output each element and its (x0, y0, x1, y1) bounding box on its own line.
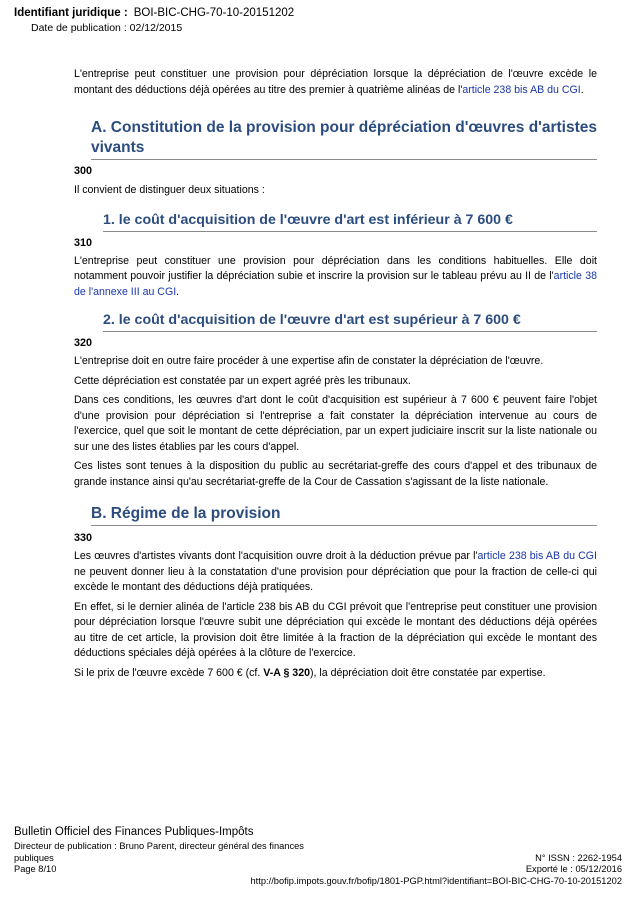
subsection-1-heading: 1. le coût d'acquisition de l'œuvre d'art est inférieur à 7 600 € (103, 211, 597, 232)
p330-para1-end: ne peuvent donner lieu à la constatation d'une provision pour dépréciation que pour la fraction de celle-ci qui excède le montant des déductions déjà pratiquées. (74, 565, 597, 593)
document-body (74, 67, 597, 681)
paragraph-330-para2: En effet, si le dernier alinéa de l'article 238 bis AB du CGI prévoit que l'entreprise peut constituer une provision pour dépréciation lorsque l'œuvre subit une dépréciation qui excède le montant des déductions déjà opérées au titre de cet article, la provision doit être limitée à la fraction de la dépréciation qui excède le montant des déductions spéciales déjà opérées à la clôture de l'exercice. (74, 600, 597, 659)
intro-end: . (580, 83, 584, 96)
footer-row-page (14, 864, 622, 876)
paragraph-320-para4: Ces listes sont tenues à la disposition du public au secrétariat-greffe des cours d'appel et des tribunaux de grande instance ainsi qu'au secrétariat-greffe de la Cour de Cassation s'agissant de la liste nationale. (74, 460, 597, 488)
paragraph-number-310: 310 (74, 236, 93, 249)
p330-para3-end: ), la dépréciation doit être constatée par expertise. (310, 666, 546, 679)
article-238-bis-link[interactable]: article 238 bis AB du CGI (462, 83, 581, 96)
article-38-annexe-iii-link[interactable]: article 38 de l'annexe III au CGI (74, 270, 597, 298)
paragraph-310-text (74, 254, 597, 301)
cross-reference: V-A § 320 (263, 666, 310, 679)
intro-paragraph (74, 67, 597, 98)
publication-date: Date de publication : 02/12/2015 (31, 22, 183, 34)
section-a-heading: A. Constitution de la provision pour dépréciation d'œuvres d'artistes vivants (91, 118, 597, 160)
article-238-bis-ab-link[interactable]: article 238 bis AB du CGI (477, 550, 597, 562)
p310-end: . (176, 285, 180, 298)
p310-text: L'entreprise peut constituer une provision pour dépréciation dans les conditions habituelles. Elle doit notamment pouvoir justifier la dépréciation subie et inscrire la provision sur le tableau prévu au II de l' (74, 254, 597, 282)
footer-row-url (14, 876, 622, 888)
footer-title: Bulletin Officiel des Finances Publiques-Impôts (14, 826, 254, 838)
identifier-label: Identifiant juridique : (14, 7, 128, 19)
paragraph-300-text: Il convient de distinguer deux situations : (74, 184, 265, 196)
paragraph-number-320: 320 (74, 337, 93, 349)
p330-para1-start: Les œuvres d'artistes vivants dont l'acquisition ouvre droit à la déduction prévue par l' (74, 550, 478, 562)
paragraph-number-300: 300 (74, 165, 93, 177)
paragraph-320-para3: Dans ces conditions, les œuvres d'art dont le coût d'acquisition est supérieur à 7 600 € peuvent faire l'objet d'une provision pour dépréciation si l'entreprise a fait constater la dépréciation intervenue au cours de l'exercice, quel que soit le montant de cette dépréciation, par un expert judiciaire inscrit sur la liste nationale ou sur une des listes établies par les cours d'appel. (74, 394, 597, 453)
intro-text: L'entreprise peut constituer une provision pour dépréciation lorsque la dépréciation de l'œuvre excède le montant des déductions déjà opérées au titre des premier à quatrième alinéas de l' (74, 68, 597, 96)
p330-para3-start: Si le prix de l'œuvre excède 7 600 € (cf. (74, 666, 264, 679)
paragraph-number-330: 330 (74, 532, 93, 544)
identifier-value: BOI-BIC-CHG-70-10-20151202 (133, 7, 295, 19)
page-footer (14, 826, 622, 888)
footer-issn: N° ISSN : 2262-1954 (535, 852, 622, 863)
footer-url[interactable]: http://bofip.impots.gouv.fr/bofip/1801-PGP.html?identifiant=BOI-BIC-CHG-70-10-20151202 (250, 875, 622, 886)
section-b-heading: B. Régime de la provision (91, 504, 597, 526)
paragraph-330-para3 (74, 666, 597, 682)
paragraph-320-para1: L'entreprise doit en outre faire procéder à une expertise afin de constater la dépréciation de l'œuvre. (74, 355, 544, 367)
footer-export-date: Exporté le : 05/12/2016 (525, 864, 622, 875)
footer-director-line2: publiques (14, 852, 54, 863)
paragraph-330-para1 (74, 549, 597, 596)
footer-page-number: Page 8/10 (14, 864, 57, 875)
paragraph-320-para2: Cette dépréciation est constatée par un expert agréé près les tribunaux. (74, 374, 411, 387)
document-identifier (14, 7, 294, 19)
footer-director-line1: Directeur de publication : Bruno Parent, directeur général des finances (14, 841, 304, 851)
subsection-2-heading: 2. le coût d'acquisition de l'œuvre d'art est supérieur à 7 600 € (103, 311, 597, 332)
footer-row-director (14, 853, 622, 865)
